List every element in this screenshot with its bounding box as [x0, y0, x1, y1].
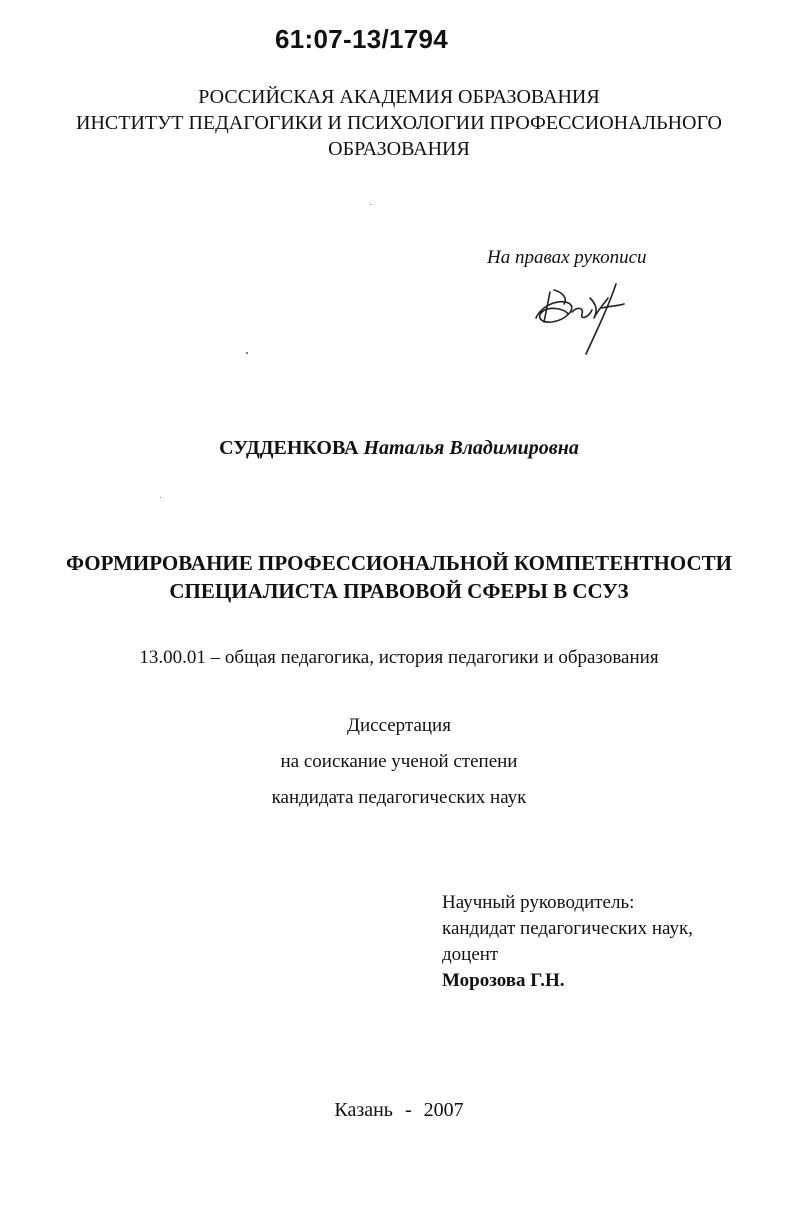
institution-line-3: ОБРАЗОВАНИЯ: [328, 138, 470, 160]
degree-line-2: на соискание ученой степени: [280, 751, 518, 772]
place-separator: -: [404, 1099, 412, 1121]
city: Казань: [334, 1099, 393, 1121]
supervisor-name: Морозова Г.Н.: [442, 970, 565, 991]
supervisor-rank: доцент: [442, 944, 499, 965]
scan-speck: [160, 497, 161, 498]
supervisor-block: [442, 890, 693, 994]
institution-header: [0, 84, 798, 162]
place-and-year: [0, 1099, 798, 1122]
year: 2007: [423, 1099, 464, 1121]
catalog-number: 61:07-13/1794: [275, 24, 449, 54]
scan-speck: [246, 352, 248, 354]
degree-line-1: Диссертация: [347, 715, 451, 736]
supervisor-label: Научный руководитель:: [442, 892, 635, 913]
author-name: [0, 437, 798, 460]
scan-speck: [370, 204, 371, 205]
supervisor-degree: кандидат педагогических наук,: [442, 918, 693, 939]
signature: [528, 278, 628, 356]
institution-line-1: РОССИЙСКАЯ АКАДЕМИЯ ОБРАЗОВАНИЯ: [198, 86, 600, 108]
dissertation-title: [0, 549, 798, 605]
author-given-names: Наталья Владимировна: [363, 437, 579, 459]
author-surname: СУДДЕНКОВА: [219, 437, 359, 459]
title-line-1: ФОРМИРОВАНИЕ ПРОФЕССИОНАЛЬНОЙ КОМПЕТЕНТНОСТИ: [66, 551, 732, 575]
institution-line-2: ИНСТИТУТ ПЕДАГОГИКИ И ПСИХОЛОГИИ ПРОФЕССИОНАЛЬНОГО: [76, 112, 722, 134]
degree-line-3: кандидата педагогических наук: [271, 787, 527, 808]
manuscript-note: На правах рукописи: [487, 247, 647, 268]
title-line-2: СПЕЦИАЛИСТА ПРАВОВОЙ СФЕРЫ В ССУЗ: [169, 579, 629, 603]
specialty-code: 13.00.01 – общая педагогика, история педагогики и образования: [139, 647, 659, 668]
